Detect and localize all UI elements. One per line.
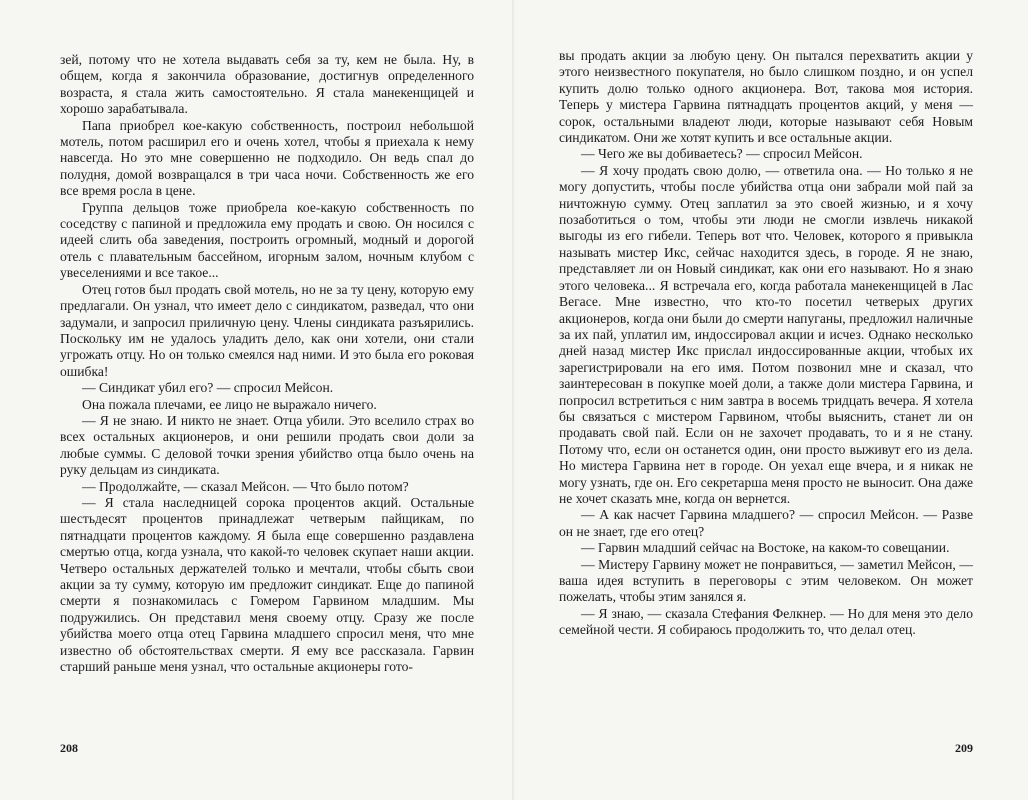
gutter <box>512 0 515 800</box>
right-page <box>559 0 973 800</box>
left-page-text <box>60 52 474 675</box>
paragraph: — Мистеру Гарвину может не понравиться, — заметил Мейсон, — ваша идея вступить в переговоры с этим человеком. Он может пожелать, чтобы этим занялся я. <box>559 556 973 605</box>
paragraph: — Продолжайте, — сказал Мейсон. — Что было потом? <box>82 478 409 494</box>
paragraph: Группа дельцов тоже приобрела кое-какую собственность по соседству с папиной и предложила ему продать и свою. Он носился с идеей слить оба заведения, построить огромный, модный и дорогой отель с плавательным бассейном, игорным залом, ночным клубом с увеселениями и все такое... <box>60 199 474 281</box>
paragraph: — Синдикат убил его? — спросил Мейсон. <box>82 380 334 396</box>
paragraph: Отец готов был продать свой мотель, но не за ту цену, которую ему предлагали. Он узнал, что имеет дело с синдикатом, разведал, что они задумали, и запросил приличную цену. Члены синдиката разъярились. Поскольку им не удалось уладить дело, как они хотели, они стали угрожать отцу. Но он только смеялся над ними. И это была его роковая ошибка! <box>60 281 474 379</box>
right-page-text <box>559 48 973 639</box>
paragraph: — Я стала наследницей сорока процентов акций. Остальные шестьдесят процентов принадлежат четверым пайщикам, по пятнадцати процентов каждому. Я была еще совершенно раздавлена смертью отца, когда узнала, что какой-то человек скупает наши акции. Четверо остальных держателей только и мечтали, чтобы сбыть свои акции за ту сумму, которую им предложит синдикат. Еще до папиной смерти я познакомилась с Гомером Гарвином младшим. Мы подружились. Он представил меня своему отцу. Сразу же после убийства моего отца отец Гарвина младшего спросил меня, что мне известно об обстоятельствах смерти. Я ему все рассказала. Гарвин старший раньше меня узнал, что остальные акционеры гото- <box>60 494 474 675</box>
paragraph: — Чего же вы добиваетесь? — спросил Мейсон. <box>581 146 863 162</box>
paragraph: — Гарвин младший сейчас на Востоке, на каком-то совещании. <box>581 540 950 556</box>
paragraph: — Я не знаю. И никто не знает. Отца убили. Это вселило страх во всех остальных акционеров, и они решили продать свои доли за любые суммы. С деловой точки зрения убийство отца было очень на руку дельцам из синдиката. <box>60 412 474 478</box>
paragraph: зей, потому что не хотела выдавать себя за ту, кем не была. Ну, в общем, когда я закончила образование, достигнув определенного возраста, я стала жить самостоятельно. Я стала манекенщицей и хорошо зарабатывала. <box>60 52 474 117</box>
left-page <box>60 0 474 800</box>
paragraph: Она пожала плечами, ее лицо не выражало ничего. <box>82 396 377 412</box>
paragraph: — Я знаю, — сказала Стефания Фелкнер. — Но для меня это дело семейной чести. Я собираюсь продолжить то, что делал отец. <box>559 605 973 638</box>
page-number: 208 <box>60 741 78 755</box>
page-number: 209 <box>955 741 973 755</box>
paragraph: — А как насчет Гарвина младшего? — спросил Мейсон. — Разве он не знает, где его отец? <box>559 507 973 539</box>
paragraph: вы продать акции за любую цену. Он пытался перехватить акции у этого неизвестного покупателя, но было слишком поздно, и он успел купить долю только одного акционера. Вот, такова моя история. Теперь у мистера Гарвина пятнадцать процентов акций, у меня — сорок, остальными владеют люди, которые называют себя Новым синдикатом. Они же хотят купить и все остальные акции. <box>559 48 973 146</box>
paragraph: Папа приобрел кое-какую собственность, построил небольшой мотель, потом расширил его и очень хотел, чтобы я приехала к нему навсегда. Но это мне совершенно не подходило. Он ведь спал до полудня, домой возвращался в три часа ночи. Собственность же его все время росла в цене. <box>60 117 474 199</box>
paragraph: — Я хочу продать свою долю, — ответила она. — Но только я не могу допустить, чтобы после убийства отца они забрали мой пай за ничтожную сумму. Отец заплатил за это своей жизнью, и я хочу позаботиться о том, чтобы эти люди не смогли извлечь никакой выгоды из его гибели. Теперь вот что. Человек, которого я привыкла называть мистер Икс, сейчас находится здесь, в городе. Я не знаю, представляет ли он Новый синдикат, как они его называют. Но я знаю этого человека... Я встречала его, когда работала манекенщицей в Лас Вегасе. Мне известно, что кто-то посетил четверых других акционеров, когда они были до смерти напуганы, предложил наличные за их пай, уплатил им, индоссировал акции и исчез. Однако несколько дней назад мистер Икс прислал индоссированные акции, чтобых их зарегистрировали на его имя. Потом позвонил мне и сказал, что заинтересован в покупке моей доли, а также доли мистера Гарвина, и попросил встретиться с ним завтра в восемь тридцать вечера. Я хотела бы связаться с мистером Гарвином, чтобы выяснить, станет ли он продавать свой пай. Если он не захочет продавать, то и я не стану. Потому что, если он останется один, они просто выживут его из дела. Но мистера Гарвина нет в городе. Он уехал еще вчера, и я никак не могу узнать, где он. Его секретарша меня просто не выносит. Она даже не хочет сказать мне, когда он вернется. <box>559 162 973 506</box>
